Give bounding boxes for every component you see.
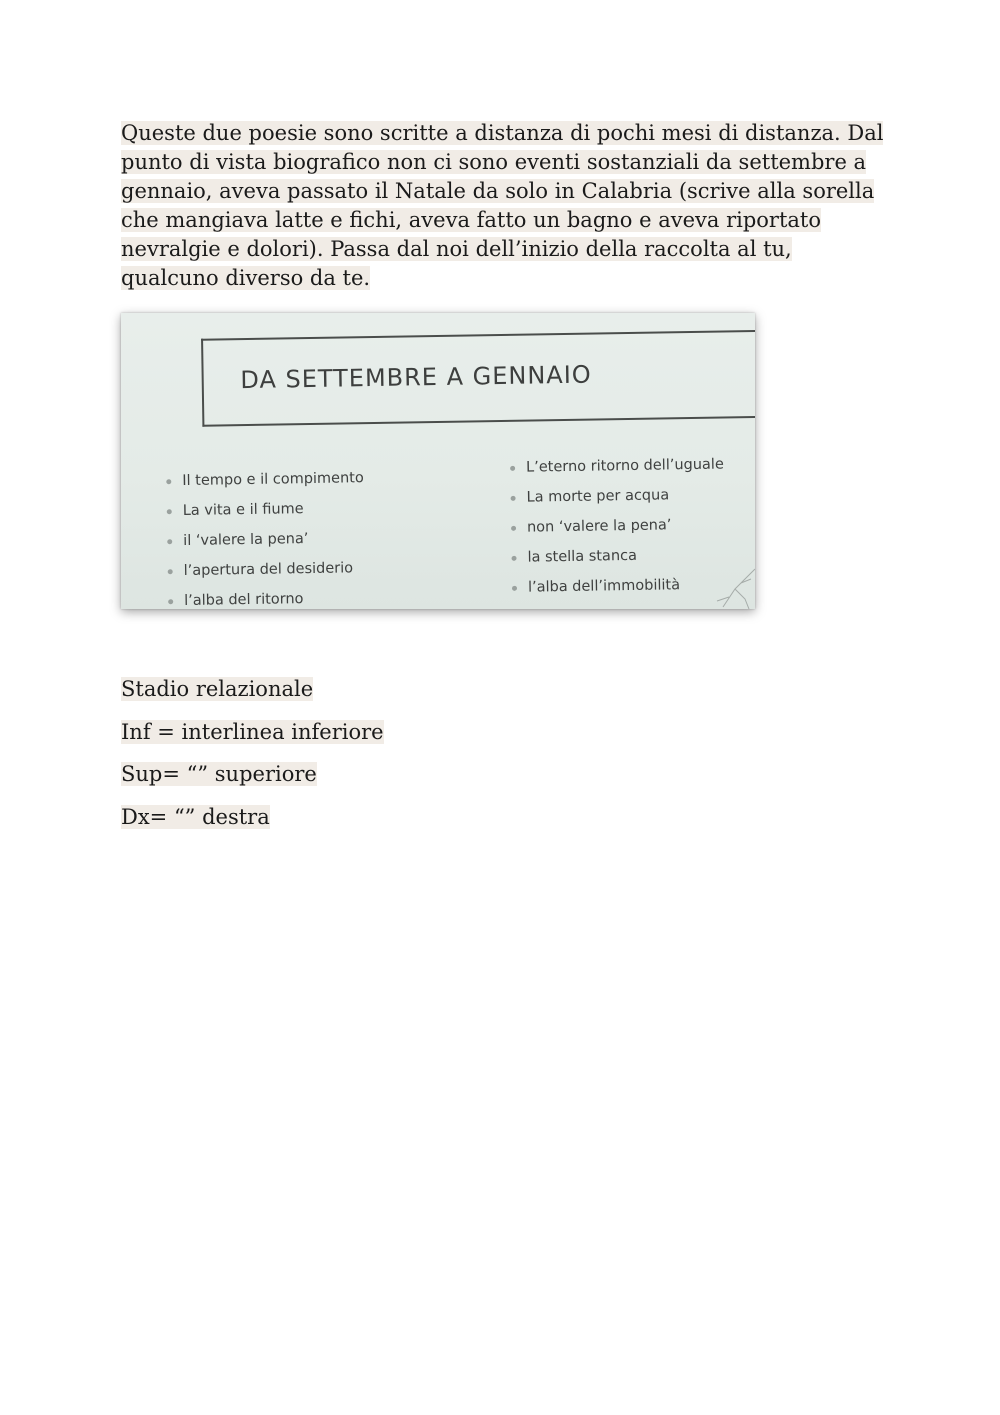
note-line <box>121 676 384 719</box>
slide-right-item: l’alba dell’immobilità <box>512 569 726 602</box>
slide-left-item: il ‘valere la pena’ <box>167 523 365 556</box>
slide-right-item: L’eterno ritorno dell’uguale <box>510 450 724 483</box>
slide-left-item: Il tempo e il compimento <box>166 463 364 496</box>
slide-right-item: non ‘valere la pena’ <box>511 510 725 543</box>
slide-right-item: La morte per acqua <box>510 480 724 513</box>
slide-left-item: l’apertura del desiderio <box>167 553 365 586</box>
note-line <box>121 719 384 762</box>
note-text: Inf = interlinea inferiore <box>121 719 384 744</box>
note-line <box>121 804 384 847</box>
slide-content <box>121 313 755 609</box>
branch-decoration-icon <box>705 559 755 609</box>
slide-photo <box>121 313 755 609</box>
intro-paragraph <box>121 119 891 293</box>
slide-right-list <box>510 450 726 603</box>
slide-left-item: l’alba del ritorno <box>168 583 366 609</box>
note-text: Dx= “” destra <box>121 804 270 829</box>
notes-block <box>121 676 384 846</box>
note-text: Stadio relazionale <box>121 677 314 701</box>
slide-right-item: la stella stanca <box>511 540 725 573</box>
slide-left-item: La vita e il fiume <box>167 493 365 526</box>
intro-text: Queste due poesie sono scritte a distanza di pochi mesi di distanza. Dal punto di vista biografico non ci sono eventi sostanziali da settembre a gennaio, aveva passato il Natale da solo in Calabria (scrive alla sorella che mangiava latte e fichi, aveva fatto un bagno e aveva riportato nevralgie e dolori). Passa dal noi dell’inizio della raccolta al tu, qualcuno diverso da te. <box>121 121 884 290</box>
note-text: Sup= “” superiore <box>121 762 317 786</box>
slide-left-list <box>166 463 366 609</box>
note-line <box>121 761 384 804</box>
slide-title: DA SETTEMBRE A GENNAIO <box>240 360 592 395</box>
